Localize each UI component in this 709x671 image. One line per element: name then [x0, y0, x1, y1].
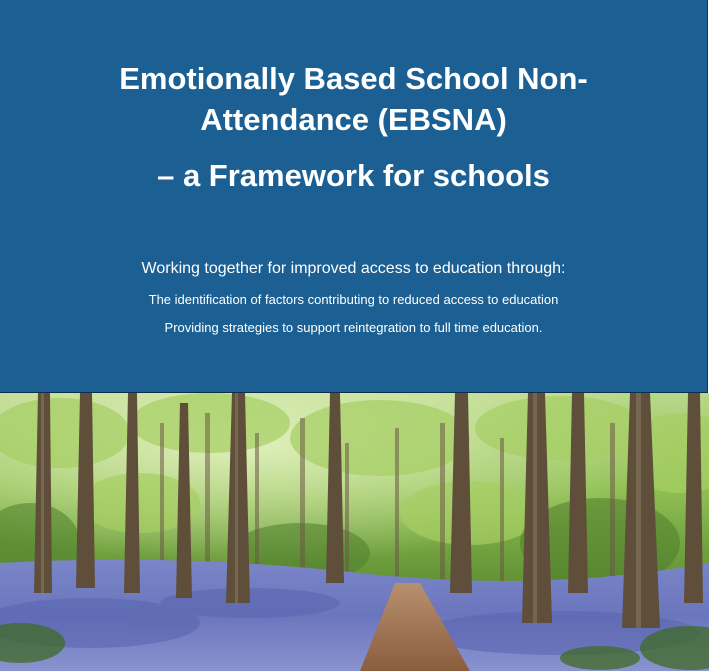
key-point-identification: The identification of factors contributing to reduced access to education [148, 292, 559, 307]
title-line-2: Attendance (EBSNA) [200, 102, 507, 137]
key-point-strategies: Providing strategies to support reintegration to full time education. [164, 320, 543, 335]
woodland-photo [0, 393, 709, 671]
document-subtitle: – a Framework for schools [157, 158, 550, 193]
document-title [0, 58, 707, 140]
intro-text: Working together for improved access to education through: [141, 260, 566, 277]
title-line-1: Emotionally Based School Non- [119, 61, 588, 96]
